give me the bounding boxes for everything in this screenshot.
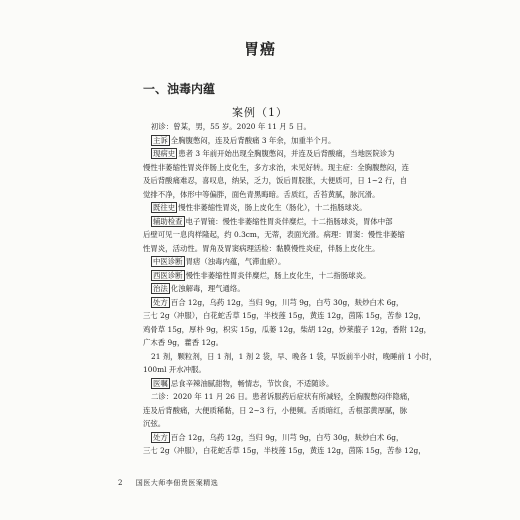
text-line: 沉弦。 [143, 419, 166, 428]
text-line: 三七 2g（冲服），白花蛇舌草 15g，半枝莲 15g，黄连 12g，茵陈 15g，苦参 12g， [143, 311, 426, 320]
text-line: 及后背酸痛难忍，喜叹息，纳呆，乏力，饭后胃脘胀，大便质可，日 1~2 行，自 [143, 176, 408, 185]
text-line: 辅助检查 电子胃镜：慢性非萎缩性胃炎伴糜烂，十二指肠球炎，胃体中部 [153, 216, 393, 226]
label-zhongyizhenduan: 中医诊断 [153, 257, 183, 266]
label-xiyizhenduan: 西医诊断 [153, 270, 183, 280]
label-xianbingshi: 现病史 [153, 149, 176, 158]
text-line: 主诉 全胸腹憋闷，连及后背酸痛 3 年余，加重半个月。 [153, 135, 336, 145]
label-yizhu: 医嘱 [153, 378, 168, 388]
text-line: 21 剂，颗粒剂，日 1 剂，1 剂 2 袋，早、晚各 1 袋，早饭前半小时，晚睡前 1 小时， [151, 351, 437, 361]
label-chufang: 处方 [153, 297, 168, 307]
text-line: 处方 百合 12g，乌药 12g，当归 9g，川芎 9g，白芍 30g，麸炒白术 6g， [153, 297, 404, 307]
text-line: 既往史 慢性非萎缩性胃炎，肠上皮化生（肠化），十二指肠球炎。 [153, 203, 367, 212]
text-line: 连及后背酸痛，大便质稀黏，日 2~3 行，小便频。舌质暗红，舌根部黄厚腻，脉 [143, 405, 408, 415]
text-line: 觉排不净，体形中等偏胖，面色青黑晦暗。舌质红，舌苔黄腻，脉沉滑。 [143, 189, 380, 199]
book-title: 国医大师李佃贵医案精选 [135, 479, 219, 487]
text-line: 鸡骨草 15g，厚朴 9g，枳实 15g，瓜蒌 12g，柴胡 12g，炒莱菔子 12g，香附 12g， [143, 324, 432, 334]
text-line: 中医诊断 胃痞（浊毒内蕴，气滞血瘀）。 [153, 257, 286, 266]
text-line: 性胃炎，活动性。胃角及胃窦病理活检：黏膜慢性炎症，伴肠上皮化生。 [143, 243, 380, 253]
page-footer [118, 478, 218, 488]
label-fuzhujiancha: 辅助检查 [153, 216, 183, 226]
text-line: 慢性非萎缩性胃炎伴肠上皮化生，多方求治，未见好转。现主症：全胸腹憋闷，连 [143, 162, 410, 172]
section-heading: 一、浊毒内蕴 [143, 82, 216, 96]
label-chufang-2: 处方 [153, 432, 168, 442]
case-title: 案例（1） [232, 106, 288, 119]
page-number: 2 [118, 479, 123, 487]
label-zhifa: 治法 [153, 284, 168, 293]
text-line: 西医诊断 慢性非萎缩性胃炎伴糜烂，肠上皮化生，十二指肠球炎。 [153, 270, 371, 280]
text-line: 三七 2g（冲服），白花蛇舌草 15g，半枝莲 15g，黄连 12g，茵陈 15g，苦参 12g， [143, 446, 426, 455]
text-line: 医嘱 忌食辛辣油腻甜物，畅情志，节饮食，不适随诊。 [153, 378, 334, 388]
label-jiwangshi: 既往史 [153, 203, 176, 212]
text-line: 治法 化浊解毒，理气通络。 [153, 284, 245, 293]
text-line: 后壁可见一息肉样隆起，约 0.3cm，无蒂，表面光滑。病理：胃窦：慢性非萎缩 [143, 230, 405, 239]
text-line: 100ml 开水冲服。 [143, 365, 206, 374]
case-body [143, 120, 437, 458]
text-line: 二诊：2020 年 11 月 26 日。患者诉服药后症状有所减轻，全胸腹憋闷伴隐痛， [151, 392, 415, 401]
page-title: 胃癌 [243, 40, 276, 58]
label-zhusu: 主诉 [153, 135, 168, 145]
text-line: 广木香 9g，藿香 12g。 [143, 338, 224, 347]
text-line: 处方 百合 12g，乌药 12g，当归 9g，川芎 9g，白芍 30g，麸炒白术 6g， [153, 432, 404, 442]
text-line: 现病史 患者 3 年前开始出现全胸腹憋闷，并连及后背酸痛，当地医院诊为 [153, 149, 395, 158]
text-line: 初诊：曾某，男，55 岁。2020 年 11 月 5 日。 [151, 122, 311, 131]
